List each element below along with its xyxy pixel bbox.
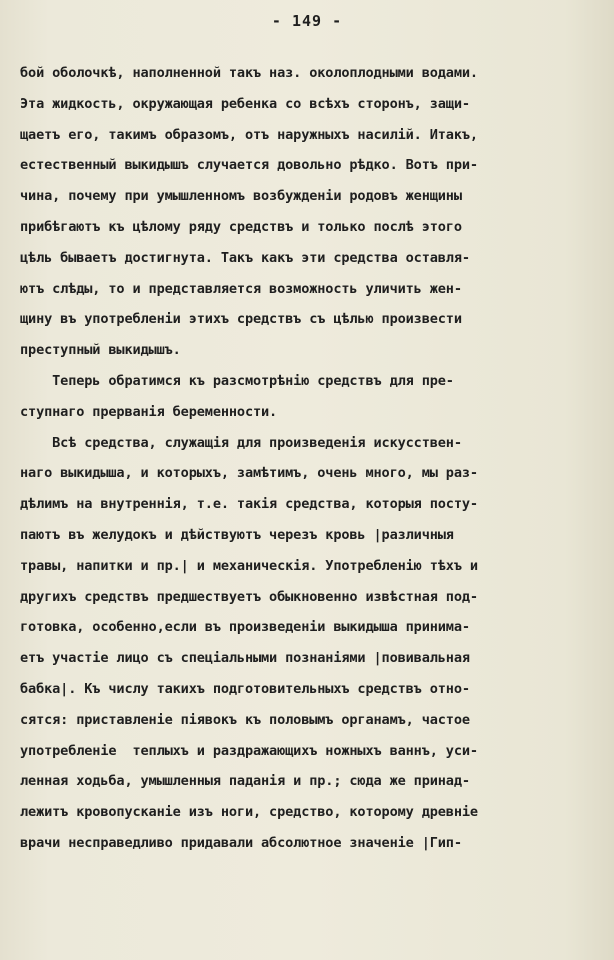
- text-line: щину въ употребленіи этихъ средствъ съ цѣлью произвести: [20, 311, 462, 328]
- text-line: щаетъ его, такимъ образомъ, отъ наружныхъ насилій. Итакъ,: [20, 126, 478, 143]
- page-number: - 149 -: [271, 12, 343, 30]
- text-line: етъ участіе лицо съ спеціальными познаніями |повивальная: [20, 650, 470, 667]
- text-line: сятся: приставленіе піявокъ къ половымъ органамъ, частое: [20, 711, 470, 728]
- text-line: бабка|. Къ числу такихъ подготовительныхъ средствъ отно-: [20, 680, 470, 697]
- text-line: дѣлимъ на внутреннія, т.е. такія средства, которыя посту-: [20, 496, 478, 513]
- text-line: другихъ средствъ предшествуетъ обыкновенно извѣстная под-: [20, 588, 478, 605]
- text-line: прибѣгаютъ къ цѣлому ряду средствъ и только послѣ этого: [20, 218, 462, 235]
- text-line: употребленіе теплыхъ и раздражающихъ ножныхъ ваннъ, уси-: [20, 742, 478, 759]
- text-line: чина, почему при умышленномъ возбужденіи родовъ женщины: [20, 188, 462, 205]
- text-line: травы, напитки и пр.| и механическія. Употребленію тѣхъ и: [20, 557, 478, 574]
- text-line: Эта жидкость, окружающая ребенка со всѣхъ сторонъ, защи-: [20, 95, 470, 112]
- text-line: ленная ходьба, умышленныя паданія и пр.; сюда же принад-: [20, 773, 470, 790]
- text-line: бой оболочкѣ, наполненной такъ наз. околоплодными водами.: [20, 65, 478, 81]
- text-line: готовка, особенно,если въ произведеніи выкидыша принима-: [20, 619, 470, 636]
- text-line: ютъ слѣды, то и представляется возможность уличить жен-: [20, 280, 462, 297]
- text-line: ступнаго прерванія беременности.: [20, 403, 278, 420]
- text-line: паютъ въ желудокъ и дѣйствуютъ черезъ кровь |различныя: [20, 526, 454, 543]
- text-line: наго выкидыша, и которыхъ, замѣтимъ, очень много, мы раз-: [20, 465, 478, 482]
- text-line: цѣль бываетъ достигнута. Такъ какъ эти средства оставля-: [20, 249, 470, 266]
- text-line: Всѣ средства, служащія для произведенія искусствен-: [20, 434, 462, 451]
- text-line: естественный выкидышъ случается довольно рѣдко. Вотъ при-: [20, 157, 478, 174]
- text-line: врачи несправедливо придавали абсолютное значеніе |Гип-: [20, 834, 462, 851]
- text-line: лежитъ кровопусканіе изъ ноги, средство, которому древніе: [20, 804, 478, 821]
- body-text: [20, 62, 608, 863]
- text-line: преступный выкидышъ.: [20, 342, 181, 359]
- text-line: Теперь обратимся къ разсмотрѣнію средствъ для пре-: [20, 372, 454, 389]
